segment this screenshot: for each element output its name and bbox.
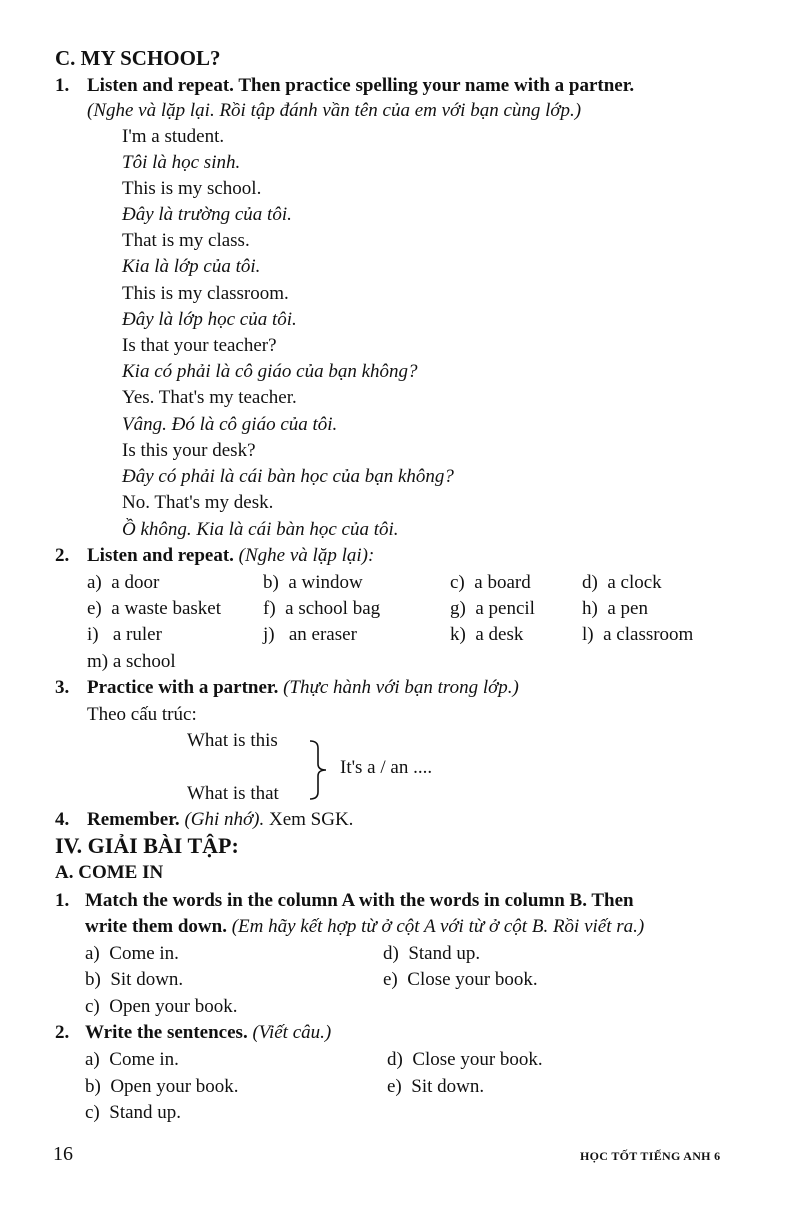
exercise-heading xyxy=(85,1021,331,1045)
list-item: i) a ruler xyxy=(87,624,162,645)
dialogue-translation: Kia là lớp của tôi. xyxy=(122,256,261,277)
exercise-title: Listen and repeat. xyxy=(87,545,234,566)
dialogue-line: Is this your desk? xyxy=(122,440,256,461)
exercise-heading xyxy=(87,544,374,568)
list-item: c) a board xyxy=(450,572,531,593)
exercise-number: 4. xyxy=(55,809,70,830)
list-item: e) a waste basket xyxy=(87,598,221,619)
dialogue-translation: Ồ không. Kia là cái bàn học của tôi. xyxy=(122,519,399,540)
list-item: d) Stand up. xyxy=(383,943,481,964)
exercise-note: Xem SGK. xyxy=(268,809,354,830)
exercise-title: Write the sentences. xyxy=(85,1022,248,1043)
structure-question: What is that xyxy=(187,783,279,804)
list-item: c) Open your book. xyxy=(85,996,238,1017)
list-item: k) a desk xyxy=(450,624,524,645)
dialogue-line: This is my school. xyxy=(122,178,262,199)
dialogue-line: This is my classroom. xyxy=(122,283,289,304)
section-title: IV. GIẢI BÀI TẬP: xyxy=(55,833,239,858)
structure-answer: It's a / an .... xyxy=(340,757,433,778)
dialogue-translation: Vâng. Đó là cô giáo của tôi. xyxy=(122,414,338,435)
exercise-translation: (Nghe và lặp lại): xyxy=(238,545,375,566)
dialogue-translation: Đây là trường của tôi. xyxy=(122,204,292,225)
list-item: l) a classroom xyxy=(582,624,694,645)
exercise-number: 2. xyxy=(55,545,70,566)
dialogue-line: That is my class. xyxy=(122,230,250,251)
exercise-title: Match the words in the column A with the words in column B. Then xyxy=(85,890,634,911)
exercise-translation: (Thực hành với bạn trong lớp.) xyxy=(283,677,519,698)
dialogue-line: Yes. That's my teacher. xyxy=(122,387,297,408)
dialogue-translation: Đây có phải là cái bàn học của bạn không? xyxy=(122,466,454,487)
exercise-translation: (Em hãy kết hợp từ ở cột A với từ ở cột B. Rồi viết ra.) xyxy=(231,916,645,937)
book-title: HỌC TỐT TIẾNG ANH 6 xyxy=(580,1149,721,1163)
list-item: a) Come in. xyxy=(85,943,179,964)
list-item: f) a school bag xyxy=(263,598,381,619)
list-item: b) Sit down. xyxy=(85,969,184,990)
dialogue-translation: Tôi là học sinh. xyxy=(122,152,241,173)
list-item: g) a pencil xyxy=(450,598,535,619)
exercise-number: 2. xyxy=(55,1022,70,1043)
dialogue-line: I'm a student. xyxy=(122,126,225,147)
list-item: e) Sit down. xyxy=(387,1076,485,1097)
list-item: c) Stand up. xyxy=(85,1102,182,1123)
section-title: C. MY SCHOOL? xyxy=(55,46,221,70)
list-item: m) a school xyxy=(87,651,176,672)
exercise-heading xyxy=(87,808,353,832)
exercise-title: Remember. xyxy=(87,809,180,830)
list-item: d) a clock xyxy=(582,572,662,593)
structure-label: Theo cấu trúc: xyxy=(87,704,197,725)
dialogue-translation: Kia có phải là cô giáo của bạn không? xyxy=(122,361,418,382)
dialogue-translation: Đây là lớp học của tôi. xyxy=(122,309,297,330)
exercise-title: Practice with a partner. xyxy=(87,677,279,698)
page-number: 16 xyxy=(53,1143,73,1165)
list-item: h) a pen xyxy=(582,598,648,619)
list-item: d) Close your book. xyxy=(387,1049,543,1070)
list-item: a) a door xyxy=(87,572,160,593)
list-item: a) Come in. xyxy=(85,1049,179,1070)
subsection-title: A. COME IN xyxy=(55,862,164,883)
exercise-translation: (Nghe và lặp lại. Rồi tập đánh vần tên của em với bạn cùng lớp.) xyxy=(87,100,582,121)
exercise-translation: (Ghi nhớ). xyxy=(184,809,265,830)
exercise-translation: (Viết câu.) xyxy=(252,1022,332,1043)
list-item: b) a window xyxy=(263,572,363,593)
structure-question: What is this xyxy=(187,730,278,751)
list-item: e) Close your book. xyxy=(383,969,538,990)
dialogue-line: No. That's my desk. xyxy=(122,492,274,513)
dialogue-line: Is that your teacher? xyxy=(122,335,277,356)
exercise-title: write them down. xyxy=(85,916,227,937)
exercise-heading xyxy=(87,676,519,700)
exercise-number: 1. xyxy=(55,75,70,96)
list-item: j) an eraser xyxy=(263,624,357,645)
list-item: b) Open your book. xyxy=(85,1076,239,1097)
curly-brace-icon xyxy=(306,738,336,802)
exercise-number: 1. xyxy=(55,890,70,911)
exercise-number: 3. xyxy=(55,677,70,698)
exercise-heading xyxy=(85,915,644,939)
exercise-title: Listen and repeat. Then practice spelling your name with a partner. xyxy=(87,75,635,96)
